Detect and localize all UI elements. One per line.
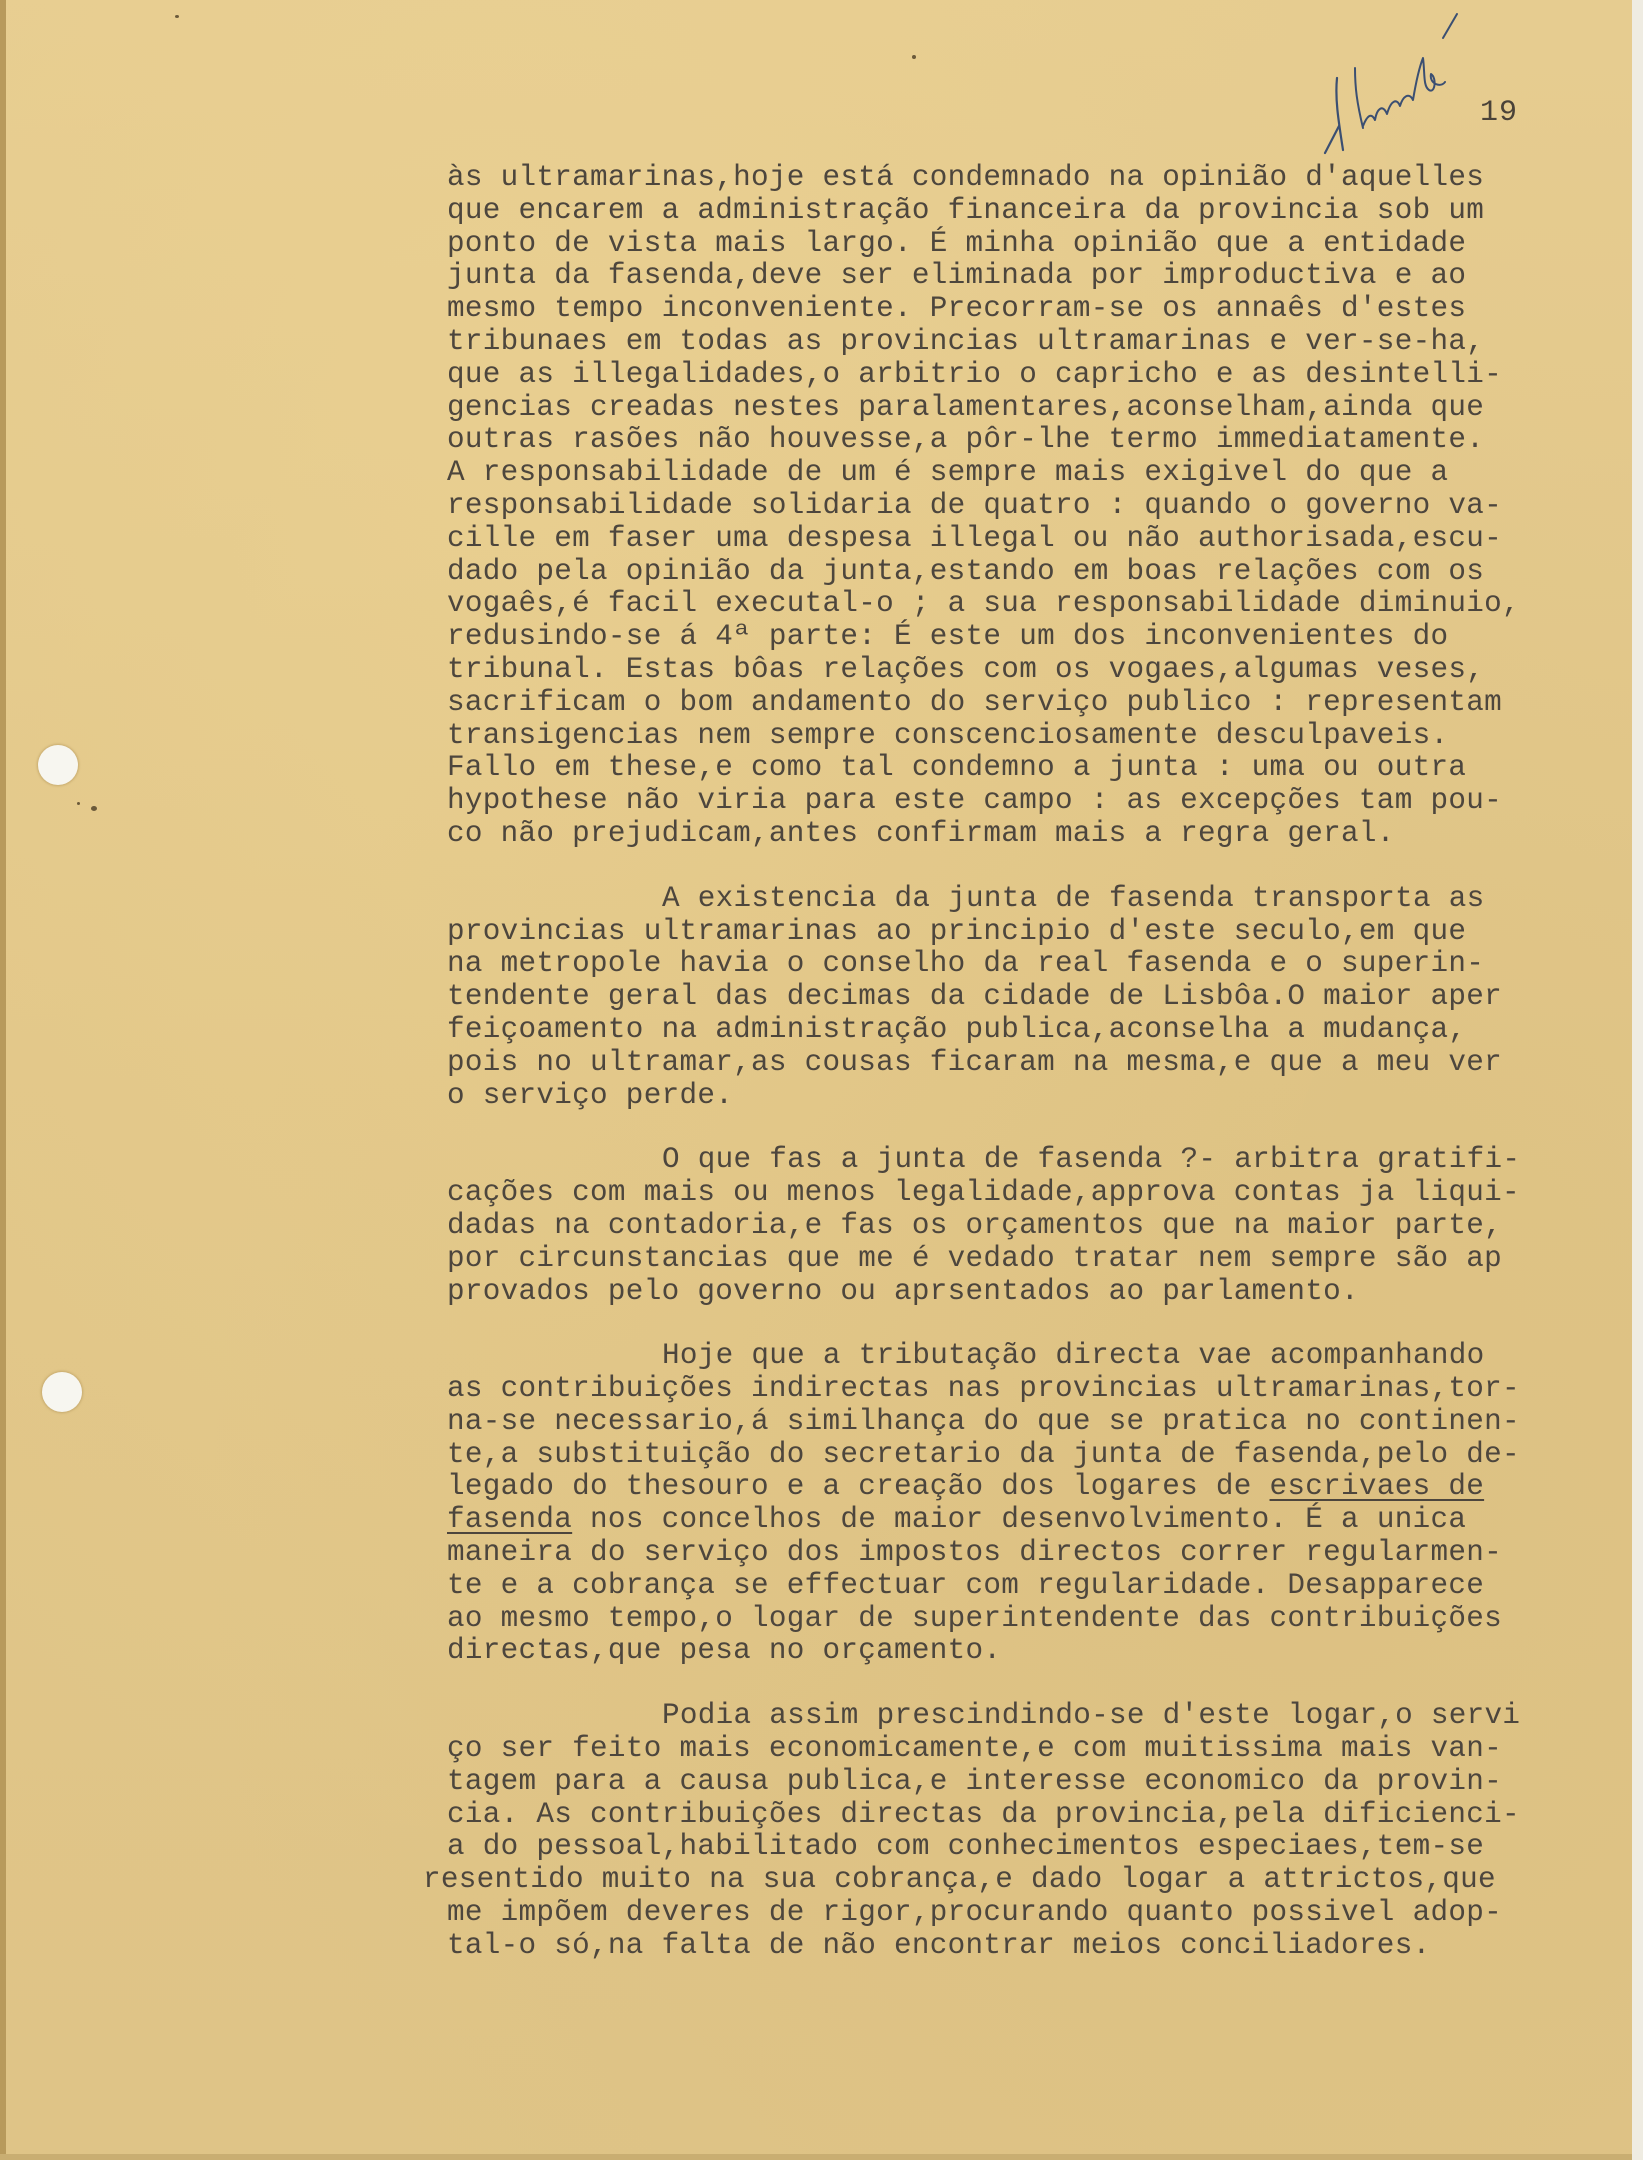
underlined-text: escrivaes de xyxy=(1269,1470,1485,1504)
text-line: junta da fasenda,deve ser eliminada por improductiva e ao xyxy=(447,259,1467,293)
text-line xyxy=(447,1504,1622,1537)
text-line: maneira do serviço dos impostos directos correr regularmen- xyxy=(447,1536,1502,1570)
text-line: Hoje que a tributação directa vae acompanhando xyxy=(662,1339,1485,1373)
text-line: cia. As contribuições directas da provincia,pela dificienci- xyxy=(447,1797,1520,1831)
text-line: ao mesmo tempo,o logar de superintendente das contribuições xyxy=(447,1601,1502,1635)
paragraph-2 xyxy=(447,883,1622,1113)
ink-speck xyxy=(912,55,916,59)
page-bottom-edge xyxy=(0,2154,1632,2160)
text-line: outras rasões não houvesse,a pôr-lhe termo immediatamente. xyxy=(447,423,1485,457)
text-line: Fallo em these,e como tal condemno a junta : uma ou outra xyxy=(447,751,1467,785)
page-edge xyxy=(1632,0,1643,2160)
text-line: dadas na contadoria,e fas os orçamentos que na maior parte, xyxy=(447,1208,1502,1242)
paragraph-1 xyxy=(447,162,1622,851)
text-line: que as illegalidades,o arbitrio o capricho e as desintelli- xyxy=(447,357,1502,391)
text-line: provincias ultramarinas ao principio d'este seculo,em que xyxy=(447,914,1467,948)
text-line: o serviço perde. xyxy=(447,1078,734,1112)
text-line: na metropole havia o conselho da real fasenda e o superin- xyxy=(447,947,1485,981)
text-line: transigencias nem sempre conscenciosamente desculpaveis. xyxy=(447,718,1449,752)
typewritten-body xyxy=(423,161,1622,1963)
punch-hole-icon xyxy=(42,1372,82,1412)
text-line: na-se necessario,á similhança do que se pratica no continen- xyxy=(447,1404,1520,1438)
text-line: te,a substituição do secretario da junta de fasenda,pelo de- xyxy=(447,1437,1520,1471)
ink-speck xyxy=(91,806,97,811)
text-line: responsabilidade solidaria de quatro : quando o governo va- xyxy=(447,488,1502,522)
text-line: redusindo-se á 4ª parte: É este um dos inconvenientes do xyxy=(447,620,1449,654)
text-line: dado pela opinião da junta,estando em boas relações com os xyxy=(447,554,1485,588)
text-line: sacrificam o bom andamento do serviço publico : representam xyxy=(447,685,1502,719)
paragraph-5 xyxy=(423,1699,1622,1962)
paragraph-4 xyxy=(447,1340,1622,1668)
text-line: Podia assim prescindindo-se d'este logar,o servi xyxy=(662,1699,1521,1733)
text-line: tal-o só,na falta de não encontrar meios conciliadores. xyxy=(447,1928,1431,1962)
punch-hole-icon xyxy=(38,745,78,785)
ink-speck xyxy=(77,802,80,805)
text-line: feiçoamento na administração publica,aconselha a mudança, xyxy=(447,1012,1467,1046)
ink-speck xyxy=(175,15,179,18)
text-line: cações com mais ou menos legalidade,approva contas ja liqui- xyxy=(447,1176,1520,1210)
text-line: as contribuições indirectas nas provincias ultramarinas,tor- xyxy=(447,1372,1520,1406)
text-line: vogaês,é facil executal-o ; a sua responsabilidade diminuio, xyxy=(447,587,1520,621)
paragraph-3 xyxy=(447,1144,1622,1308)
text-line: tribunaes em todas as provincias ultramarinas e ver-se-ha, xyxy=(447,324,1485,358)
text-line: tendente geral das decimas da cidade de Lisbôa.O maior aper xyxy=(447,980,1502,1014)
text-line: ço ser feito mais economicamente,e com muitissima mais van- xyxy=(447,1732,1502,1766)
text-line: às ultramarinas,hoje está condemnado na opinião d'aquelles xyxy=(447,161,1485,194)
text-segment: legado do thesouro e a creação dos logares de xyxy=(447,1470,1270,1504)
text-line: a do pessoal,habilitado com conhecimentos especiaes,tem-se xyxy=(447,1830,1485,1864)
text-line: tagem para a causa publica,e interesse economico da provin- xyxy=(447,1764,1502,1798)
text-segment: nos concelhos de maior desenvolvimento. É a unica xyxy=(572,1503,1467,1537)
text-line: tribunal. Estas bôas relações com os vogaes,algumas veses, xyxy=(447,652,1485,686)
text-line: que encarem a administração financeira da provincia sob um xyxy=(447,193,1485,227)
text-line: co não prejudicam,antes confirmam mais a regra geral. xyxy=(447,816,1395,850)
text-line: pois no ultramar,as cousas ficaram na mesma,e que a meu ver xyxy=(447,1045,1502,1079)
text-line: resentido muito na sua cobrança,e dado logar a attrictos,que xyxy=(423,1863,1496,1897)
text-line: me impõem deveres de rigor,procurando quanto possivel adop- xyxy=(447,1896,1502,1930)
text-line: directas,que pesa no orçamento. xyxy=(447,1634,1002,1668)
text-line: cille em faser uma despesa illegal ou não authorisada,escu- xyxy=(447,521,1502,555)
text-line: hypothese não viria para este campo : as excepções tam pou- xyxy=(447,784,1502,818)
text-line: A existencia da junta de fasenda transporta as xyxy=(662,881,1485,915)
text-line: gencias creadas nestes paralamentares,aconselham,ainda que xyxy=(447,390,1485,424)
text-line: ponto de vista mais largo. É minha opinião que a entidade xyxy=(447,226,1467,260)
text-line: mesmo tempo inconveniente. Precorram-se os annaês d'estes xyxy=(447,292,1467,326)
page-number: 19 xyxy=(1480,96,1519,130)
text-line: provados pelo governo ou aprsentados ao parlamento. xyxy=(447,1274,1359,1308)
signature-icon xyxy=(1305,8,1465,158)
text-line: te e a cobrança se effectuar com regularidade. Desapparece xyxy=(447,1568,1485,1602)
text-line: O que fas a junta de fasenda ?- arbitra gratifi- xyxy=(662,1143,1521,1177)
text-line: por circunstancias que me é vedado tratar nem sempre são ap xyxy=(447,1241,1502,1275)
text-line: A responsabilidade de um é sempre mais exigivel do que a xyxy=(447,456,1449,490)
text-line xyxy=(447,1471,1622,1504)
underlined-text: fasenda xyxy=(447,1503,573,1537)
